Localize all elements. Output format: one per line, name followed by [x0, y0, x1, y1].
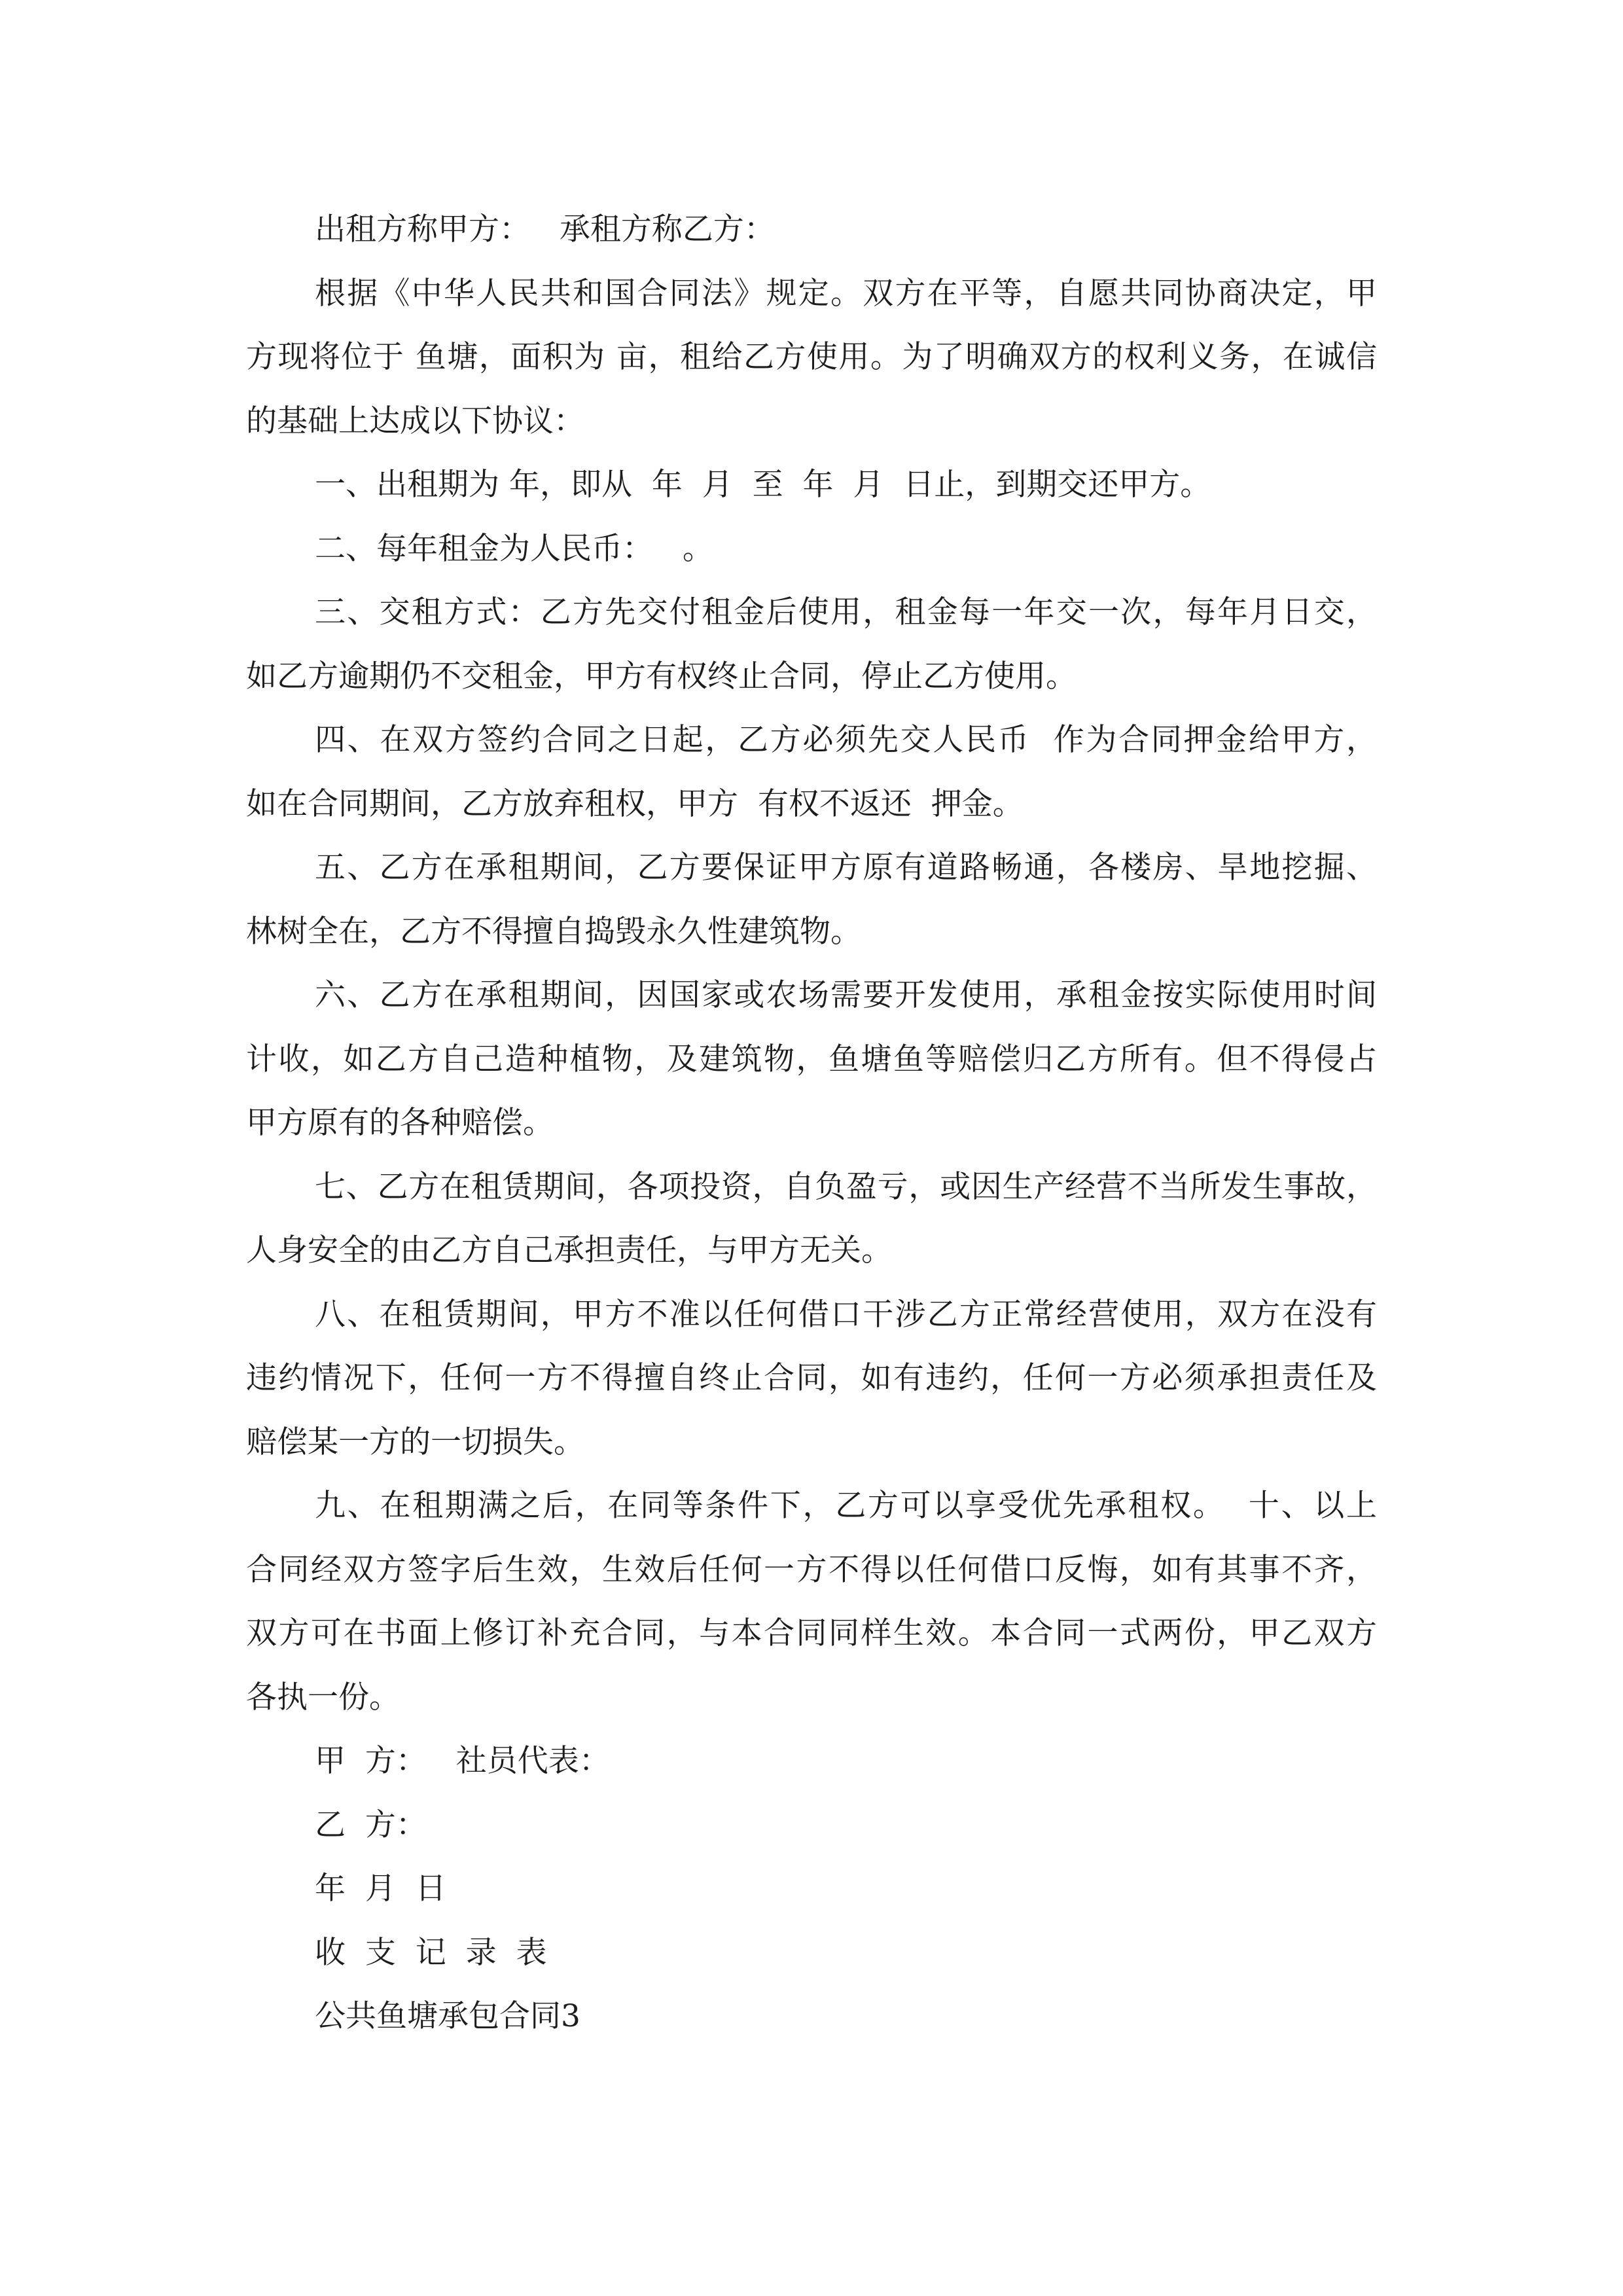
clause-line: 合同经双方签字后生效，生效后任何一方不得以任何借口反悔，如有其事不齐， [246, 1551, 1377, 1588]
clause-line: 六、乙方在承租期间，因国家或农场需要开发使用，承租金按实际使用时间 [315, 977, 1377, 1013]
clause-line: 七、乙方在租赁期间，各项投资，自负盈亏，或因生产经营不当所发生事故， [315, 1168, 1377, 1205]
clause-line: 如在合同期间，乙方放弃租权，甲方 有权不返还 押金。 [246, 785, 1024, 822]
income-expense-record-title: 收 支 记 录 表 [315, 1934, 547, 1971]
clause-line: 双方可在书面上修订补充合同，与本合同同样生效。本合同一式两份，甲乙双方 [246, 1615, 1377, 1651]
clause-line: 计收，如乙方自己造种植物，及建筑物，鱼塘鱼等赔偿归乙方所有。但不得侵占 [246, 1041, 1377, 1077]
clause-line: 林树全在，乙方不得擅自捣毁永久性建筑物。 [246, 913, 861, 950]
parties-line: 出租方称甲方： 承租方称乙方： [315, 211, 775, 247]
date-line: 年 月 日 [315, 1871, 446, 1907]
clause-5 [246, 836, 1377, 963]
record-table-title [246, 1921, 1377, 1985]
preamble-line: 根据《中华人民共和国合同法》规定。双方在平等，自愿共同协商决定，甲 [315, 275, 1377, 312]
clause-line: 违约情况下，任何一方不得擅自终止合同，如有违约，任何一方必须承担责任及 [246, 1360, 1377, 1396]
parties-paragraph [246, 198, 1377, 262]
clause-line: 九、在租期满之后，在同等条件下，乙方可以享受优先承租权。 十、以上 [315, 1488, 1377, 1524]
preamble-line: 的基础上达成以下协议： [246, 403, 584, 439]
party-b-signature [246, 1793, 1377, 1857]
clause-line: 五、乙方在承租期间，乙方要保证甲方原有道路畅通，各楼房、旱地挖掘、 [315, 850, 1377, 886]
next-contract-title: 公共鱼塘承包合同3 [315, 1998, 580, 2034]
clause-3 [246, 581, 1377, 708]
party-a-signature-line: 甲 方： 社员代表： [315, 1743, 610, 1779]
clause-line: 各执一份。 [246, 1679, 400, 1715]
clause-line: 二、每年租金为人民币： 。 [315, 530, 713, 567]
clause-8 [246, 1283, 1377, 1475]
clause-line: 赔偿某一方的一切损失。 [246, 1424, 584, 1460]
clause-9-10 [246, 1474, 1377, 1729]
party-b-signature-line: 乙 方： [315, 1806, 427, 1843]
clause-line: 如乙方逾期仍不交租金，甲方有权终止合同，停止乙方使用。 [246, 658, 1077, 694]
clause-1 [246, 453, 1377, 517]
clause-6 [246, 963, 1377, 1155]
next-contract-heading [246, 1984, 1377, 2049]
clause-line: 甲方原有的各种赔偿。 [246, 1105, 554, 1141]
clause-line: 一、出租期为 年，即从 年 月 至 年 月 日止，到期交还甲方。 [315, 467, 1211, 503]
signing-date [246, 1857, 1377, 1921]
clause-line: 人身安全的由乙方自己承担责任，与甲方无关。 [246, 1232, 892, 1268]
clause-line: 八、在租赁期间，甲方不准以任何借口干涉乙方正常经营使用，双方在没有 [315, 1296, 1377, 1333]
clause-7 [246, 1155, 1377, 1283]
party-a-signature [246, 1729, 1377, 1793]
clause-2 [246, 517, 1377, 581]
contract-body [246, 198, 1377, 2049]
preamble-paragraph [246, 262, 1377, 454]
clause-line: 四、在双方签约合同之日起，乙方必须先交人民币 作为合同押金给甲方， [315, 722, 1377, 758]
clause-4 [246, 708, 1377, 836]
preamble-line: 方现将位于 鱼塘，面积为 亩，租给乙方使用。为了明确双方的权利义务，在诚信 [246, 339, 1377, 375]
clause-line: 三、交租方式：乙方先交付租金后使用，租金每一年交一次，每年月日交， [315, 594, 1377, 630]
